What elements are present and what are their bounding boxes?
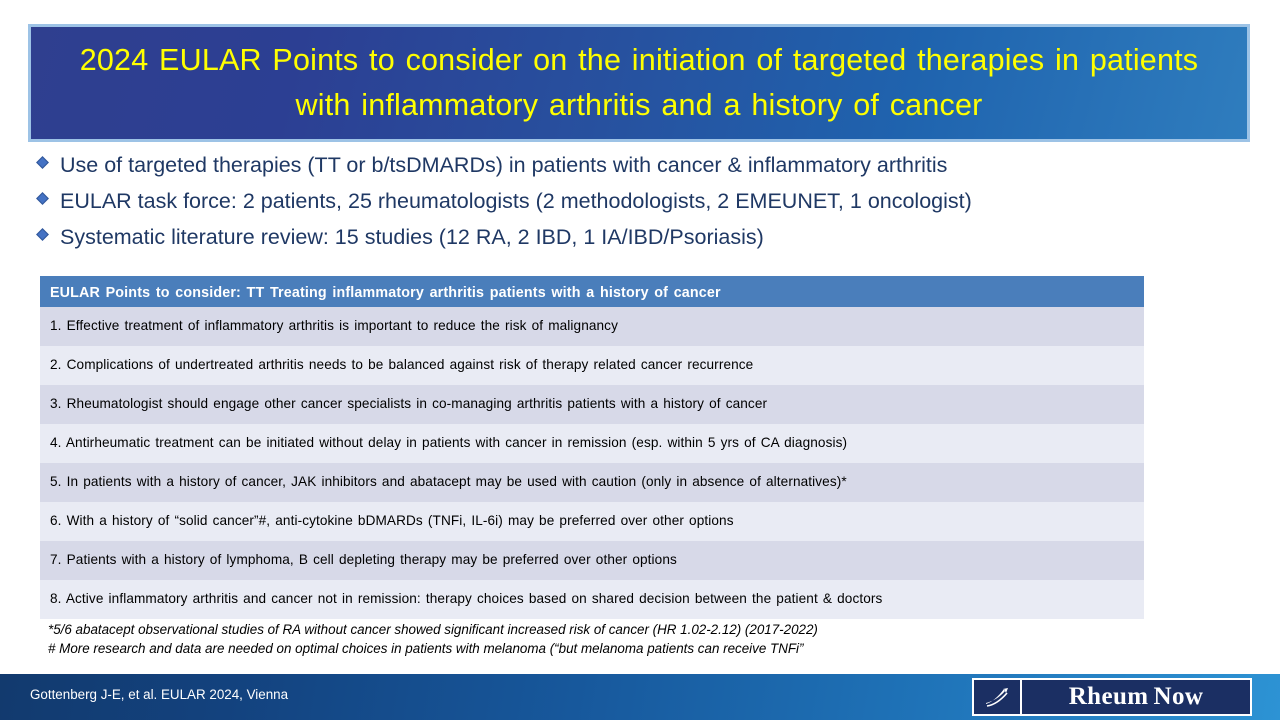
bullet-text: EULAR task force: 2 patients, 25 rheumatologists (2 methodologists, 2 EMEUNET, 1 oncologist) (60, 189, 972, 213)
points-to-consider-table (40, 276, 1144, 619)
list-item (38, 224, 1238, 257)
bottom-bar (0, 674, 1280, 720)
diamond-bullet-icon (38, 224, 60, 239)
rheumnow-logo (972, 678, 1252, 716)
list-item (38, 152, 1238, 185)
diamond-bullet-icon (38, 188, 60, 203)
logo-mark-icon (974, 680, 1022, 714)
table-row: 8. Active inflammatory arthritis and cancer not in remission: therapy choices based on shared decision between the patient & doctors (40, 580, 1144, 619)
footnote-hash: # More research and data are needed on optimal choices in patients with melanoma (“but melanoma patients can receive TNFi” (48, 641, 804, 657)
table-row: 6. With a history of “solid cancer”#, anti-cytokine bDMARDs (TNFi, IL-6i) may be preferred over other options (40, 502, 1144, 541)
table-row: 5. In patients with a history of cancer, JAK inhibitors and abatacept may be used with caution (only in absence of alternatives)* (40, 463, 1144, 502)
bullet-text: Systematic literature review: 15 studies (12 RA, 2 IBD, 1 IA/IBD/Psoriasis) (60, 225, 764, 249)
table-row: 1. Effective treatment of inflammatory arthritis is important to reduce the risk of malignancy (40, 307, 1144, 346)
table-row: 7. Patients with a history of lymphoma, B cell depleting therapy may be preferred over other options (40, 541, 1144, 580)
table-header: EULAR Points to consider: TT Treating inflammatory arthritis patients with a history of cancer (40, 276, 1144, 307)
list-item (38, 188, 1238, 221)
citation-text: Gottenberg J-E, et al. EULAR 2024, Vienna (30, 687, 289, 702)
page-title: 2024 EULAR Points to consider on the initiation of targeted therapies in patients with inflammatory arthritis and a history of cancer (79, 43, 1199, 122)
bullet-text: Use of targeted therapies (TT or b/tsDMARDs) in patients with cancer & inflammatory arthritis (60, 153, 948, 177)
diamond-bullet-icon (38, 152, 60, 167)
logo-word-secondary: Now (1153, 683, 1204, 710)
bullet-list (38, 152, 1238, 260)
logo-wordmark (1022, 680, 1250, 714)
footnotes (48, 620, 1168, 658)
table-row: 2. Complications of undertreated arthritis needs to be balanced against risk of therapy related cancer recurrence (40, 346, 1144, 385)
table-row: 3. Rheumatologist should engage other cancer specialists in co-managing arthritis patients with a history of cancer (40, 385, 1144, 424)
footnote-asterisk: *5/6 abatacept observational studies of RA without cancer showed significant increased risk of cancer (HR 1.02-2.12) (2017-2022) (48, 622, 818, 637)
table-row: 4. Antirheumatic treatment can be initiated without delay in patients with cancer in remission (esp. within 5 yrs of CA diagnosis) (40, 424, 1144, 463)
title-banner (28, 24, 1250, 142)
logo-word-primary: Rheum (1068, 683, 1149, 710)
